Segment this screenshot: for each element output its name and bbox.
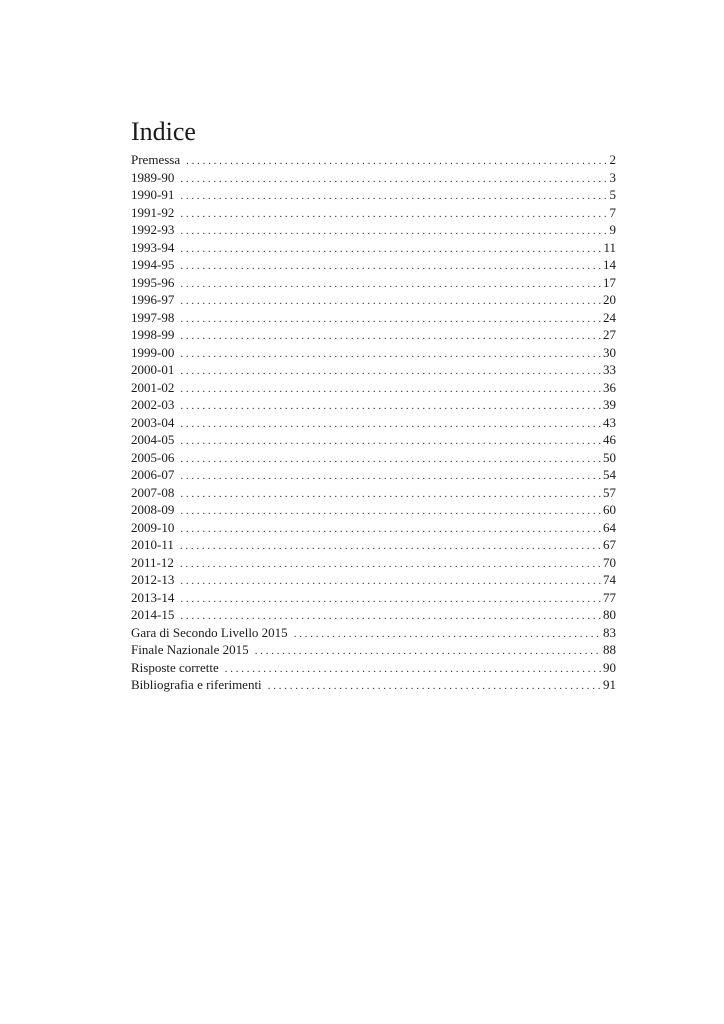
toc-entry-page-number: 60: [603, 502, 616, 517]
toc-entry-label: 2014-15: [131, 607, 175, 622]
dot-leader: [180, 608, 601, 624]
toc-entry-label: Risposte corrette: [131, 659, 219, 675]
dot-leader: [180, 381, 601, 397]
dot-leader: [180, 346, 601, 362]
toc-entry-page-number: 5: [609, 187, 616, 202]
toc-entry-label: 1991-92: [131, 204, 175, 220]
toc-entry[interactable]: [131, 169, 616, 187]
toc-entry-page-number: 91: [603, 677, 616, 692]
toc-entry[interactable]: [131, 484, 616, 502]
toc-entry[interactable]: [131, 361, 616, 379]
toc-entry-label: Finale Nazionale 2015: [131, 642, 249, 657]
toc-entry-label: 1990-91: [131, 187, 175, 202]
toc-entry[interactable]: [131, 414, 616, 432]
dot-leader: [180, 416, 601, 432]
toc-entry-page-number: 7: [609, 204, 616, 220]
toc-entry-label: 1995-96: [131, 274, 175, 290]
toc-entry[interactable]: [131, 151, 616, 169]
toc-entry-label: 2005-06: [131, 449, 175, 465]
toc-entry-label: 2010-11: [131, 537, 174, 552]
toc-entry-page-number: 27: [603, 327, 616, 342]
toc-entry-label: 1998-99: [131, 327, 175, 342]
toc-entry[interactable]: [131, 239, 616, 257]
dot-leader: [180, 171, 607, 187]
toc-entry-label: 2003-04: [131, 414, 175, 430]
toc-entry-page-number: 77: [603, 589, 616, 605]
toc-entry-page-number: 39: [603, 397, 616, 412]
toc-entry-page-number: 88: [603, 642, 616, 657]
dot-leader: [180, 258, 601, 274]
dot-leader: [180, 328, 601, 344]
toc-entry-page-number: 33: [603, 362, 616, 377]
dot-leader: [180, 468, 601, 484]
dot-leader: [180, 556, 601, 572]
toc-entry-label: 2007-08: [131, 484, 175, 500]
toc-entry-label: 1997-98: [131, 309, 175, 325]
toc-entry-page-number: 54: [603, 467, 616, 482]
dot-leader: [180, 573, 601, 589]
toc-entry-label: 2009-10: [131, 519, 175, 535]
toc-entry-page-number: 30: [603, 344, 616, 360]
toc-entry-page-number: 9: [609, 222, 616, 237]
dot-leader: [180, 311, 601, 327]
toc-entry-page-number: 83: [603, 624, 616, 640]
toc-entry[interactable]: [131, 536, 616, 554]
toc-entry-page-number: 20: [603, 292, 616, 307]
toc-entry-label: Gara di Secondo Livello 2015: [131, 624, 288, 640]
toc-entry-label: 1992-93: [131, 222, 175, 237]
toc-entry-label: 1999-00: [131, 344, 175, 360]
toc-entry-page-number: 46: [603, 432, 616, 447]
dot-leader: [180, 223, 607, 239]
dot-leader: [180, 486, 601, 502]
toc-entry-page-number: 64: [603, 519, 616, 535]
toc-entry-page-number: 17: [603, 274, 616, 290]
dot-leader: [268, 678, 601, 694]
toc-entry-label: 1996-97: [131, 292, 175, 307]
dot-leader: [180, 276, 601, 292]
toc-entry[interactable]: [131, 309, 616, 327]
dot-leader: [180, 451, 601, 467]
table-of-contents: [131, 151, 616, 694]
toc-entry[interactable]: [131, 571, 616, 589]
toc-entry[interactable]: [131, 501, 616, 519]
toc-entry-label: 2001-02: [131, 379, 175, 395]
toc-entry-label: 2013-14: [131, 589, 175, 605]
toc-entry[interactable]: [131, 256, 616, 274]
toc-entry-page-number: 50: [603, 449, 616, 465]
toc-entry-label: 1989-90: [131, 169, 175, 185]
dot-leader: [180, 503, 601, 519]
toc-entry-page-number: 14: [603, 257, 616, 272]
toc-entry-page-number: 70: [603, 554, 616, 570]
toc-entry[interactable]: [131, 554, 616, 572]
toc-entry[interactable]: [131, 449, 616, 467]
toc-entry-label: 2012-13: [131, 572, 175, 587]
toc-entry[interactable]: [131, 274, 616, 292]
toc-entry-page-number: 74: [603, 572, 616, 587]
toc-entry[interactable]: [131, 606, 616, 624]
dot-leader: [180, 521, 601, 537]
toc-entry[interactable]: [131, 641, 616, 659]
toc-entry[interactable]: [131, 204, 616, 222]
toc-entry-page-number: 36: [603, 379, 616, 395]
dot-leader: [180, 363, 601, 379]
toc-entry-page-number: 80: [603, 607, 616, 622]
dot-leader: [180, 188, 607, 204]
toc-entry[interactable]: [131, 326, 616, 344]
toc-entry[interactable]: [131, 466, 616, 484]
dot-leader: [225, 661, 601, 677]
toc-entry-label: 2008-09: [131, 502, 175, 517]
toc-entry-label: 1994-95: [131, 257, 175, 272]
dot-leader: [180, 241, 601, 257]
toc-entry-label: 2000-01: [131, 362, 175, 377]
dot-leader: [186, 153, 607, 169]
toc-entry-label: Premessa: [131, 152, 181, 167]
dot-leader: [180, 398, 601, 414]
toc-entry[interactable]: [131, 659, 616, 677]
dot-leader: [180, 591, 601, 607]
toc-entry-label: 2004-05: [131, 432, 175, 447]
toc-entry-page-number: 11: [603, 239, 616, 255]
toc-entry[interactable]: [131, 344, 616, 362]
toc-entry-page-number: 90: [603, 659, 616, 675]
toc-entry[interactable]: [131, 221, 616, 239]
dot-leader: [294, 626, 601, 642]
toc-entry[interactable]: [131, 186, 616, 204]
toc-entry-label: 2002-03: [131, 397, 175, 412]
toc-entry[interactable]: [131, 431, 616, 449]
toc-entry-page-number: 57: [603, 484, 616, 500]
toc-entry[interactable]: [131, 589, 616, 607]
toc-entry[interactable]: [131, 676, 616, 694]
dot-leader: [255, 643, 601, 659]
page-title: Indice: [131, 117, 196, 146]
dot-leader: [180, 206, 607, 222]
toc-entry-label: 1993-94: [131, 239, 175, 255]
toc-entry-label: 2006-07: [131, 467, 175, 482]
toc-entry-page-number: 2: [609, 152, 616, 167]
toc-entry[interactable]: [131, 379, 616, 397]
toc-entry-page-number: 43: [603, 414, 616, 430]
dot-leader: [180, 433, 601, 449]
toc-entry[interactable]: [131, 291, 616, 309]
toc-entry-page-number: 24: [603, 309, 616, 325]
toc-entry[interactable]: [131, 624, 616, 642]
toc-entry-page-number: 67: [603, 537, 616, 552]
dot-leader: [180, 293, 601, 309]
toc-entry[interactable]: [131, 396, 616, 414]
toc-entry-label: Bibliografia e riferimenti: [131, 677, 262, 692]
toc-entry-page-number: 3: [609, 169, 616, 185]
toc-entry-label: 2011-12: [131, 554, 174, 570]
dot-leader: [180, 538, 601, 554]
toc-entry[interactable]: [131, 519, 616, 537]
